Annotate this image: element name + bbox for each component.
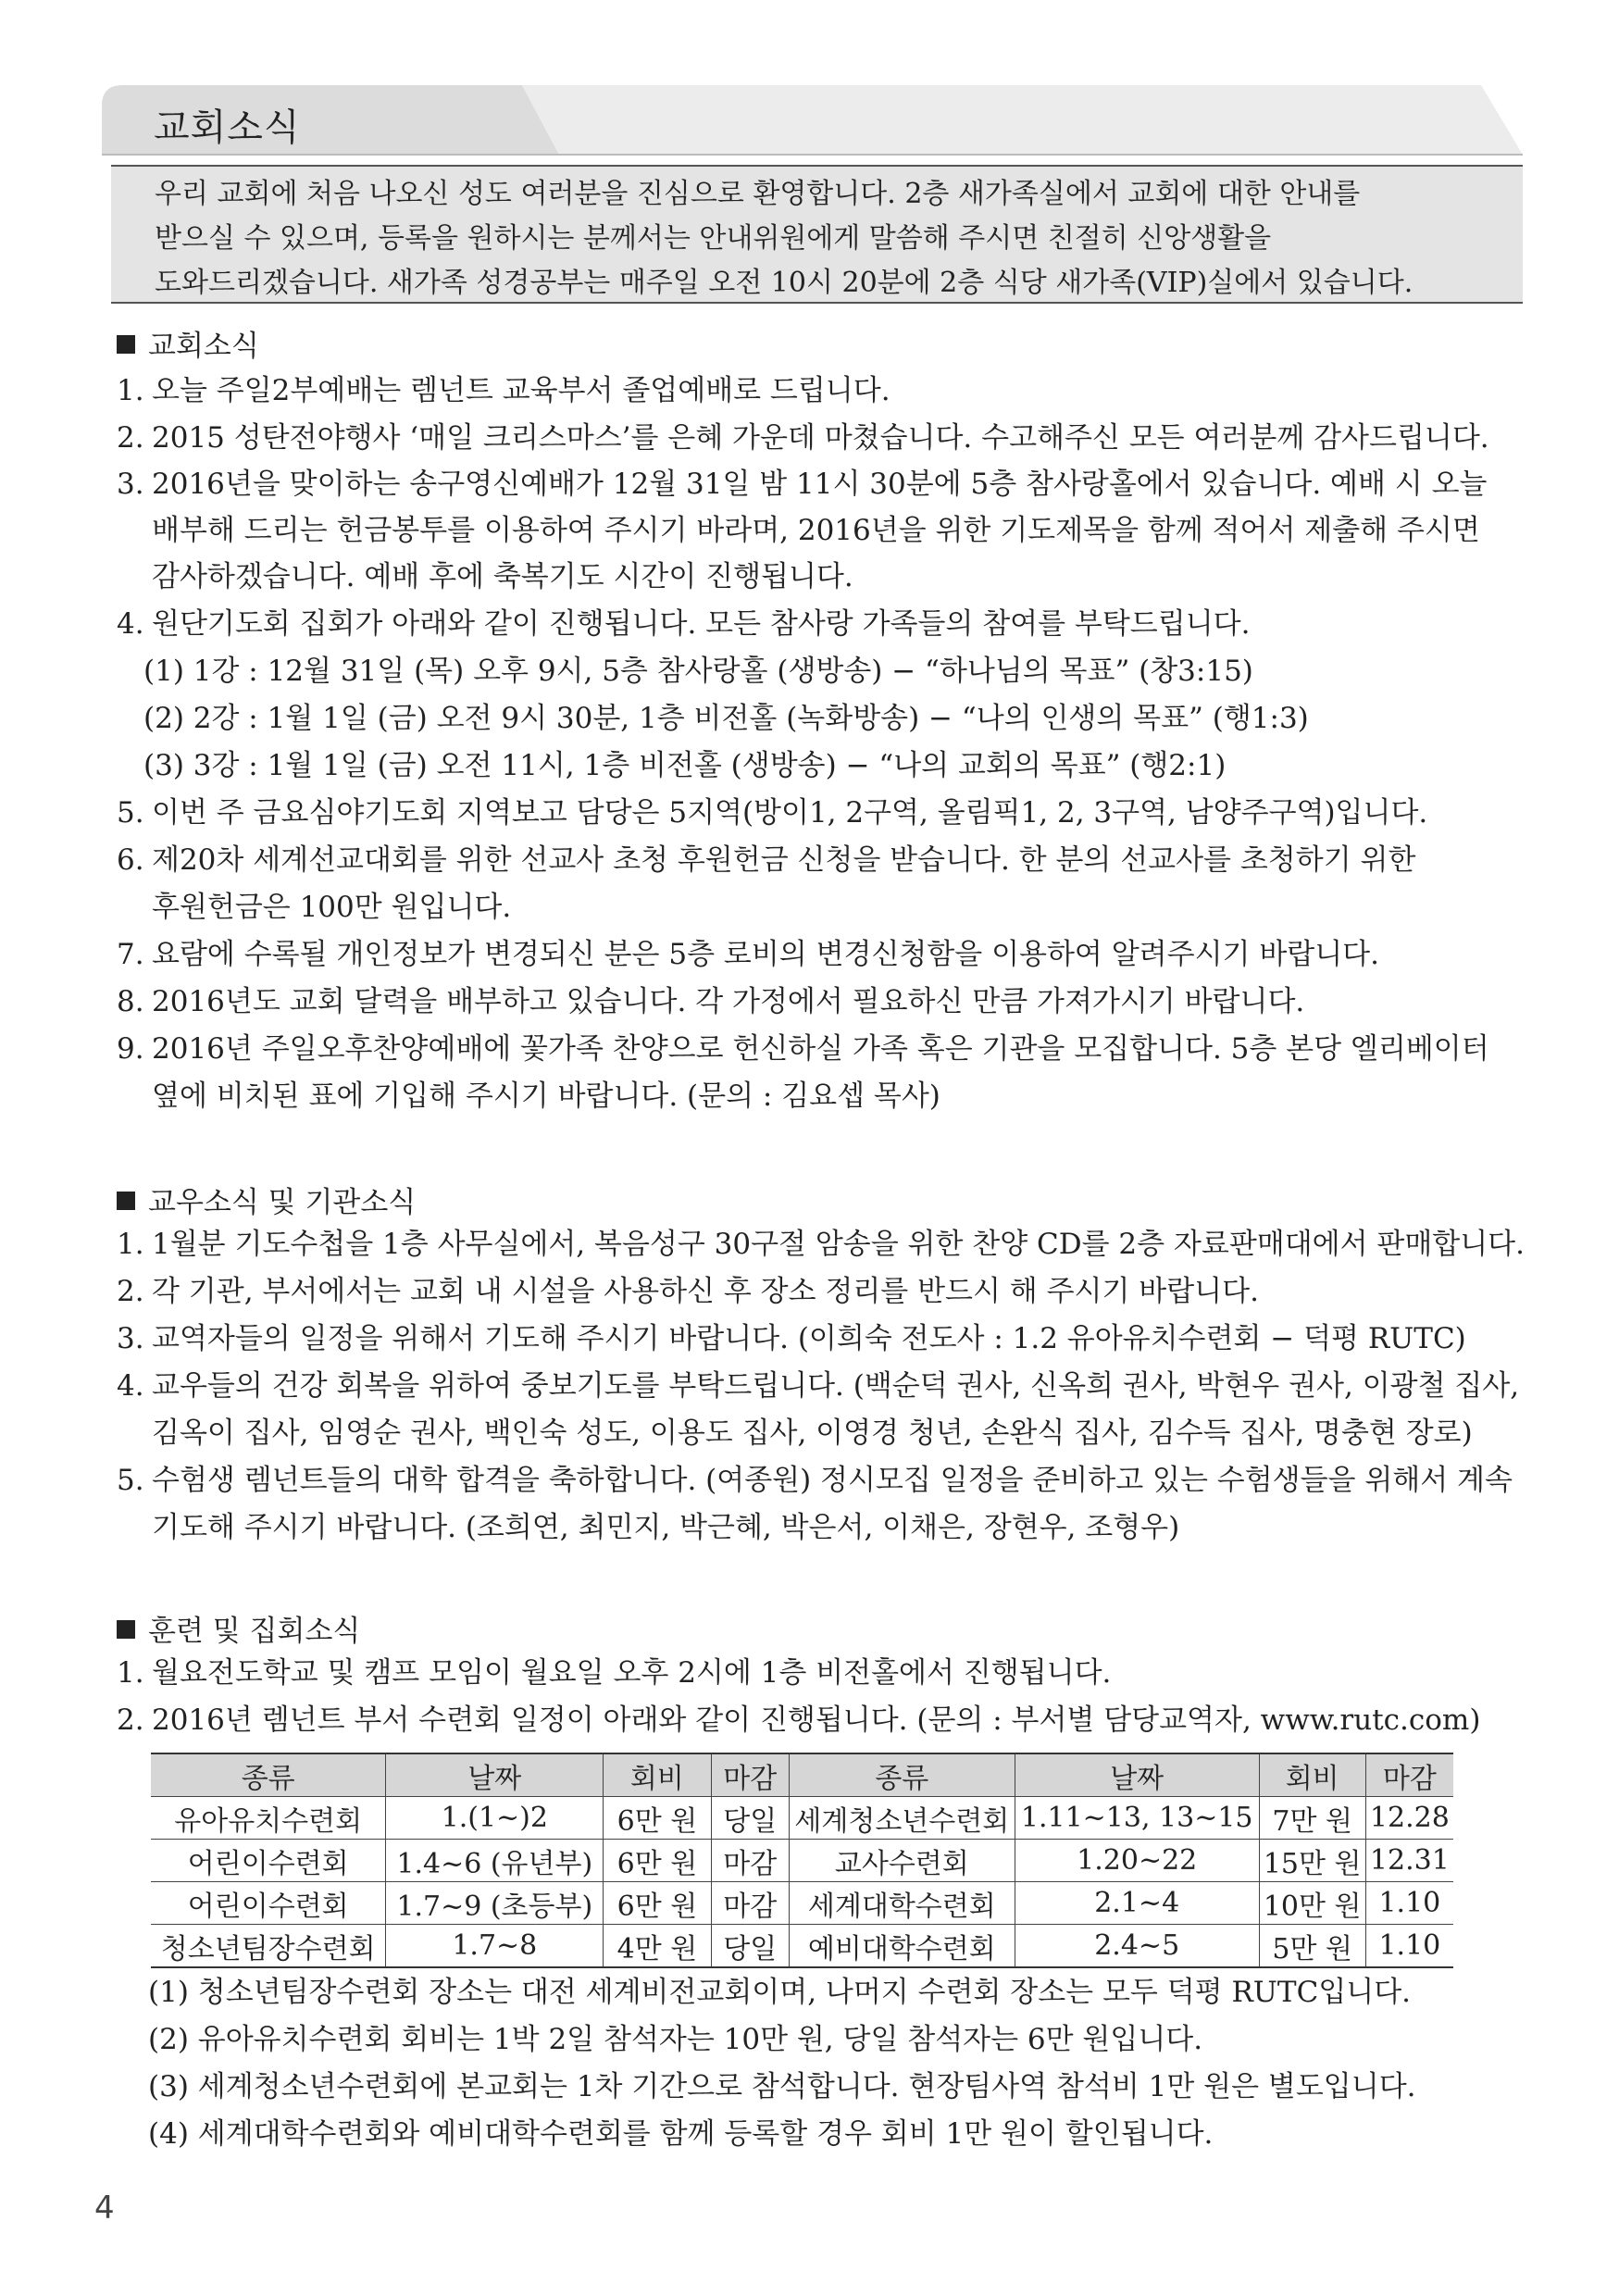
page-number: 4 bbox=[94, 2190, 115, 2227]
table-cell: 1.(1~)2 bbox=[386, 1797, 604, 1840]
sub-item: (3) 3강 : 1월 1일 (금) 오전 11시, 1층 비전홀 (생방송) − “나의 교회의 목표” (행2:1) bbox=[143, 749, 1227, 782]
list-item-continuation: 배부해 드리는 헌금봉투를 이용하여 주시기 바라며, 2016년을 위한 기도제목을 함께 적어서 제출해 주시면 bbox=[152, 514, 1480, 547]
square-bullet-icon bbox=[117, 335, 135, 354]
table-header-cell: 회비 bbox=[1259, 1753, 1365, 1797]
table-cell: 마감 bbox=[711, 1882, 789, 1925]
section-heading-member-news: 교우소식 및 기관소식 bbox=[117, 1179, 416, 1220]
list-item-continuation: 김옥이 집사, 임영순 권사, 백인숙 성도, 이용도 집사, 이영경 청년, 손완식 집사, 김수득 집사, 명충현 장로) bbox=[152, 1416, 1473, 1450]
table-cell: 6만 원 bbox=[604, 1840, 711, 1882]
welcome-box bbox=[111, 165, 1523, 304]
list-item: 2. 각 기관, 부서에서는 교회 내 시설을 사용하신 후 장소 정리를 반드시 해 주시기 바랍니다. bbox=[117, 1275, 1259, 1308]
table-header-cell: 날짜 bbox=[386, 1753, 604, 1797]
table-header-cell: 마감 bbox=[711, 1753, 789, 1797]
section-heading-church-news: 교회소식 bbox=[117, 322, 259, 364]
table-cell: 10만 원 bbox=[1259, 1882, 1365, 1925]
table-cell: 마감 bbox=[711, 1840, 789, 1882]
table-cell: 1.11~13, 13~15 bbox=[1015, 1797, 1259, 1840]
list-item: 2. 2016년 렘넌트 부서 수련회 일정이 아래와 같이 진행됩니다. (문의 : 부서별 담당교역자, www.rutc.com) bbox=[117, 1703, 1481, 1737]
list-item: 5. 수험생 렘넌트들의 대학 합격을 축하합니다. (여종원) 정시모집 일정을 준비하고 있는 수험생들을 위해서 계속 bbox=[117, 1464, 1513, 1497]
table-header-cell: 종류 bbox=[151, 1753, 386, 1797]
table-cell: 5만 원 bbox=[1259, 1925, 1365, 1968]
table-cell: 1.7~9 (초등부) bbox=[386, 1882, 604, 1925]
table-cell: 12.28 bbox=[1365, 1797, 1453, 1840]
table-cell: 예비대학수련회 bbox=[789, 1925, 1015, 1968]
table-note: (2) 유아유치수련회 회비는 1박 2일 참석자는 10만 원, 당일 참석자는 6만 원입니다. bbox=[148, 2023, 1203, 2056]
welcome-line: 우리 교회에 처음 나오신 성도 여러분을 진심으로 환영합니다. 2층 새가족실에서 교회에 대한 안내를 bbox=[155, 178, 1361, 210]
table-row bbox=[151, 1925, 1453, 1968]
table-cell: 세계청소년수련회 bbox=[789, 1797, 1015, 1840]
list-item: 4. 교우들의 건강 회복을 위하여 중보기도를 부탁드립니다. (백순덕 권사, 신옥희 권사, 박현우 권사, 이광철 집사, bbox=[117, 1369, 1520, 1403]
welcome-line: 도와드리겠습니다. 새가족 성경공부는 매주일 오전 10시 20분에 2층 식당 새가족(VIP)실에서 있습니다. bbox=[155, 267, 1414, 299]
table-cell: 1.4~6 (유년부) bbox=[386, 1840, 604, 1882]
list-item-continuation: 옆에 비치된 표에 기입해 주시기 바랍니다. (문의 : 김요셉 목사) bbox=[152, 1079, 940, 1113]
table-header-row bbox=[151, 1753, 1453, 1797]
table-cell: 4만 원 bbox=[604, 1925, 711, 1968]
header-tab-shape bbox=[102, 85, 1523, 159]
list-item: 3. 2016년을 맞이하는 송구영신예배가 12월 31일 밤 11시 30분에 5층 참사랑홀에서 있습니다. 예배 시 오늘 bbox=[117, 468, 1488, 501]
section-header-tab bbox=[102, 85, 1523, 159]
table-note: (3) 세계청소년수련회에 본교회는 1차 기간으로 참석합니다. 현장팀사역 참석비 1만 원은 별도입니다. bbox=[148, 2070, 1416, 2103]
list-item: 3. 교역자들의 일정을 위해서 기도해 주시기 바랍니다. (이희숙 전도사 : 1.2 유아유치수련회 − 덕평 RUTC) bbox=[117, 1322, 1466, 1355]
table-header-cell: 종류 bbox=[789, 1753, 1015, 1797]
table-row bbox=[151, 1840, 1453, 1882]
table-cell: 청소년팀장수련회 bbox=[151, 1925, 386, 1968]
list-item: 2. 2015 성탄전야행사 ‘매일 크리스마스’를 은혜 가운데 마쳤습니다. 수고해주신 모든 여러분께 감사드립니다. bbox=[117, 421, 1489, 455]
table-note: (4) 세계대학수련회와 예비대학수련회를 함께 등록할 경우 회비 1만 원이 할인됩니다. bbox=[148, 2117, 1214, 2151]
list-item: 1. 오늘 주일2부예배는 렘넌트 교육부서 졸업예배로 드립니다. bbox=[117, 374, 890, 407]
retreat-schedule-table bbox=[151, 1753, 1453, 1968]
welcome-line: 받으실 수 있으며, 등록을 원하시는 분께서는 안내위원에게 말씀해 주시면 친절히 신앙생활을 bbox=[155, 222, 1272, 255]
table-cell: 12.31 bbox=[1365, 1840, 1453, 1882]
list-item-continuation: 기도해 주시기 바랍니다. (조희연, 최민지, 박근혜, 박은서, 이채은, 장현우, 조형우) bbox=[152, 1511, 1180, 1544]
table-cell: 유아유치수련회 bbox=[151, 1797, 386, 1840]
sub-item: (1) 1강 : 12월 31일 (목) 오후 9시, 5층 참사랑홀 (생방송) − “하나님의 목표” (창3:15) bbox=[143, 655, 1253, 688]
square-bullet-icon bbox=[117, 1620, 135, 1639]
table-note: (1) 청소년팀장수련회 장소는 대전 세계비전교회이며, 나머지 수련회 장소는 모두 덕평 RUTC입니다. bbox=[148, 1976, 1412, 2009]
list-item: 7. 요람에 수록될 개인정보가 변경되신 분은 5층 로비의 변경신청함을 이용하여 알려주시기 바랍니다. bbox=[117, 938, 1379, 971]
list-item: 9. 2016년 주일오후찬양예배에 꽃가족 찬양으로 헌신하실 가족 혹은 기관을 모집합니다. 5층 본당 엘리베이터 bbox=[117, 1032, 1489, 1066]
table-cell: 6만 원 bbox=[604, 1882, 711, 1925]
list-item: 8. 2016년도 교회 달력을 배부하고 있습니다. 각 가정에서 필요하신 만큼 가져가시기 바랍니다. bbox=[117, 985, 1305, 1018]
table-cell: 어린이수련회 bbox=[151, 1840, 386, 1882]
table-row bbox=[151, 1797, 1453, 1840]
list-item: 1. 월요전도학교 및 캠프 모임이 월요일 오후 2시에 1층 비전홀에서 진행됩니다. bbox=[117, 1656, 1112, 1690]
table-cell: 7만 원 bbox=[1259, 1797, 1365, 1840]
list-item-continuation: 후원헌금은 100만 원입니다. bbox=[152, 891, 512, 924]
list-item: 5. 이번 주 금요심야기도회 지역보고 담당은 5지역(방이1, 2구역, 올림픽1, 2, 3구역, 남양주구역)입니다. bbox=[117, 796, 1428, 830]
list-item: 4. 원단기도회 집회가 아래와 같이 진행됩니다. 모든 참사랑 가족들의 참여를 부탁드립니다. bbox=[117, 607, 1251, 641]
table-header-cell: 회비 bbox=[604, 1753, 711, 1797]
table-cell: 세계대학수련회 bbox=[789, 1882, 1015, 1925]
list-item: 1. 1월분 기도수첩을 1층 사무실에서, 복음성구 30구절 암송을 위한 찬양 CD를 2층 자료판매대에서 판매합니다. bbox=[117, 1228, 1525, 1261]
table-cell: 1.20~22 bbox=[1015, 1840, 1259, 1882]
table-cell: 1.10 bbox=[1365, 1882, 1453, 1925]
table-cell: 당일 bbox=[711, 1925, 789, 1968]
table-header-cell: 날짜 bbox=[1015, 1753, 1259, 1797]
table-cell: 1.10 bbox=[1365, 1925, 1453, 1968]
table-cell: 15만 원 bbox=[1259, 1840, 1365, 1882]
table-cell: 당일 bbox=[711, 1797, 789, 1840]
square-bullet-icon bbox=[117, 1192, 135, 1210]
table-cell: 어린이수련회 bbox=[151, 1882, 386, 1925]
sub-item: (2) 2강 : 1월 1일 (금) 오전 9시 30분, 1층 비전홀 (녹화방송) − “나의 인생의 목표” (행1:3) bbox=[143, 702, 1309, 735]
list-item: 6. 제20차 세계선교대회를 위한 선교사 초청 후원헌금 신청을 받습니다. 한 분의 선교사를 초청하기 위한 bbox=[117, 843, 1416, 877]
table-cell: 6만 원 bbox=[604, 1797, 711, 1840]
table-cell: 2.1~4 bbox=[1015, 1882, 1259, 1925]
table-header-cell: 마감 bbox=[1365, 1753, 1453, 1797]
table-cell: 2.4~5 bbox=[1015, 1925, 1259, 1968]
page-title: 교회소식 bbox=[154, 106, 301, 149]
table-cell: 1.7~8 bbox=[386, 1925, 604, 1968]
table-cell: 교사수련회 bbox=[789, 1840, 1015, 1882]
table-row bbox=[151, 1882, 1453, 1925]
section-heading-training-news: 훈련 및 집회소식 bbox=[117, 1607, 360, 1649]
list-item-continuation: 감사하겠습니다. 예배 후에 축복기도 시간이 진행됩니다. bbox=[152, 560, 853, 593]
